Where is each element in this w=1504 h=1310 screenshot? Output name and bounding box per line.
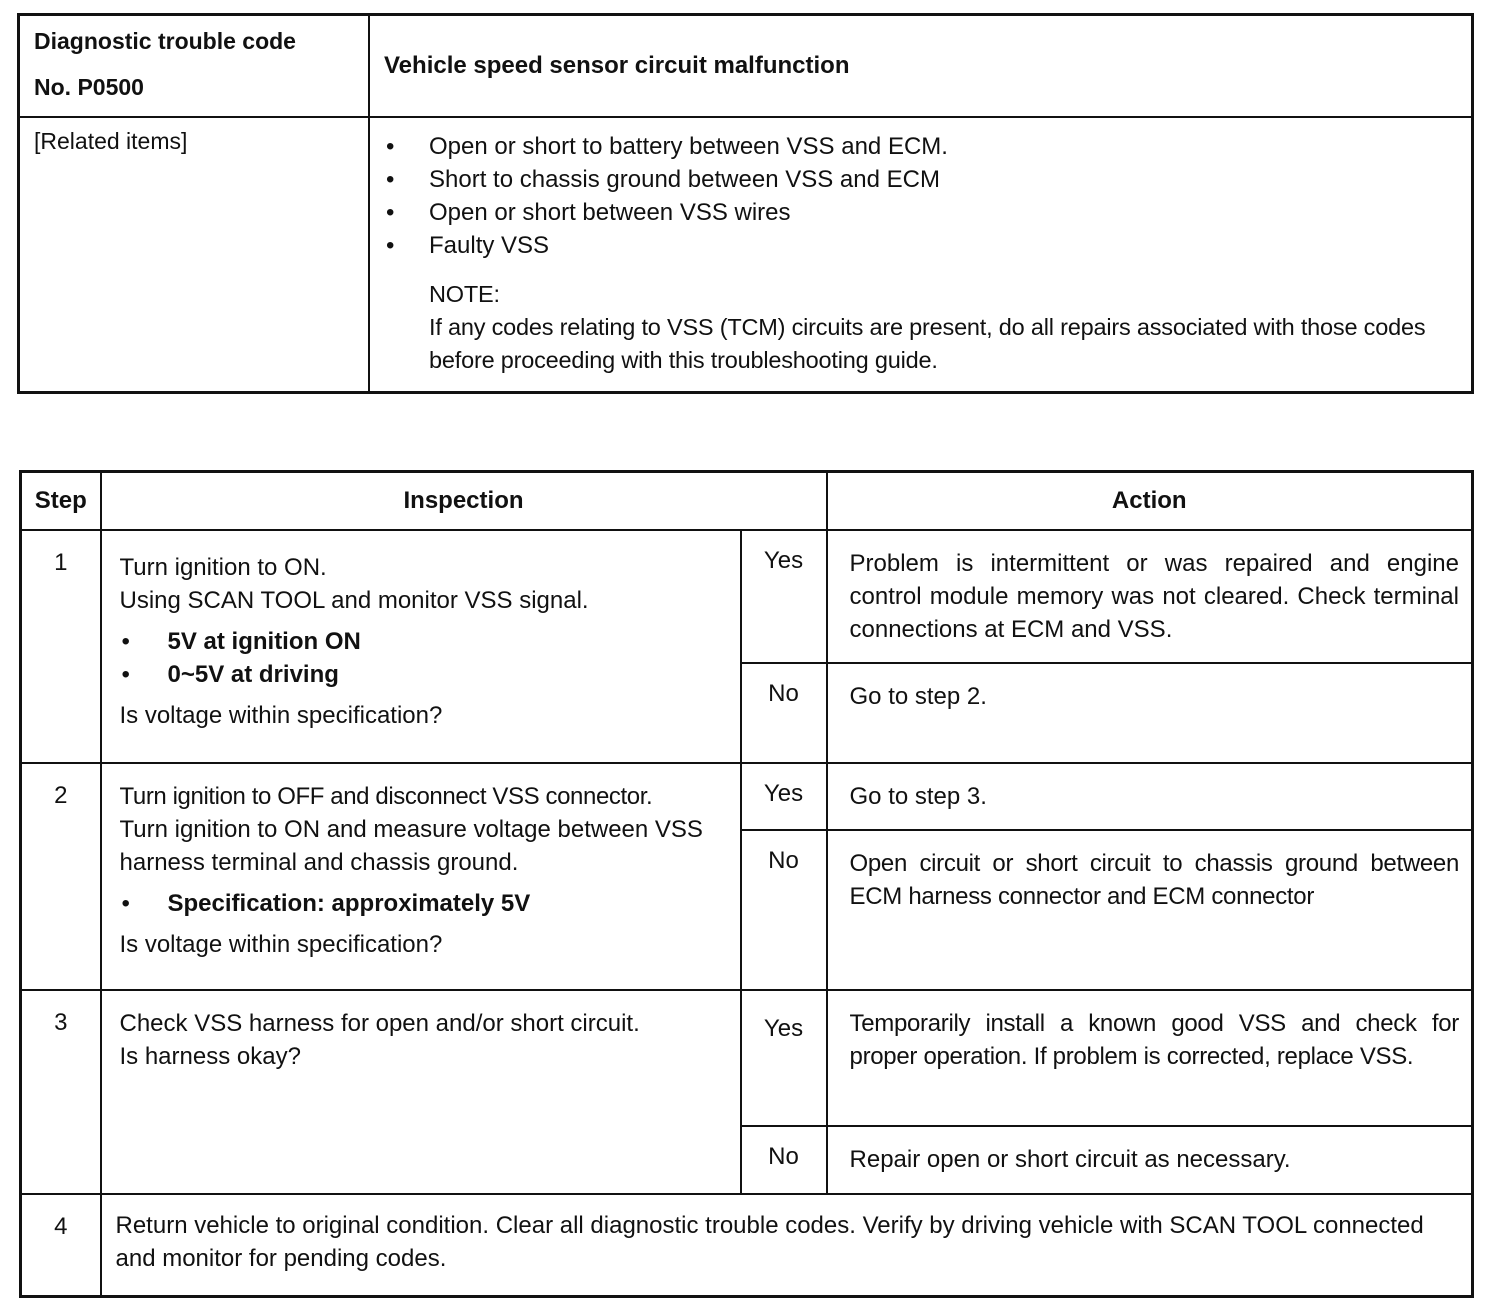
no-action: Open circuit or short circuit to chassis ground between ECM harness connector and ECM connector (827, 830, 1473, 990)
note-text: If any codes relating to VSS (TCM) circuits are present, do all repairs associated with those codes before proceeding with this troubleshooting guide. (429, 314, 1426, 373)
no-label: No (741, 663, 827, 763)
no-label: No (741, 830, 827, 990)
related-items-cell (369, 117, 1473, 393)
related-items-list (384, 130, 1457, 262)
related-item: • Faulty VSS (384, 229, 1457, 262)
yes-label: Yes (741, 763, 827, 830)
step-1-inspection (101, 530, 741, 763)
yes-action: Temporarily install a known good VSS and check for proper operation. If problem is corrected, replace VSS. (827, 990, 1473, 1126)
no-label: No (741, 1126, 827, 1194)
table-header-row (21, 472, 1473, 531)
dtc-title: Vehicle speed sensor circuit malfunction (369, 15, 1473, 118)
inspection-line: Turn ignition to ON. (119, 554, 327, 581)
step-number: 2 (21, 763, 101, 990)
related-item: • Short to chassis ground between VSS and ECM (384, 163, 1457, 196)
spec-item: • Specification: approximately 5V (120, 887, 724, 920)
yes-action: Go to step 3. (827, 763, 1473, 830)
step-1-yes-row (21, 530, 1473, 663)
dtc-header-row (19, 15, 1473, 118)
step-2-yes-row (21, 763, 1473, 830)
spec-item: • 0~5V at driving (120, 658, 724, 691)
dtc-info-table (17, 13, 1474, 394)
step-number: 3 (21, 990, 101, 1194)
step-3-yes-row (21, 990, 1473, 1126)
header-action: Action (827, 472, 1473, 531)
step-2-inspection (101, 763, 741, 990)
related-items-label: [Related items] (19, 117, 370, 393)
header-inspection: Inspection (101, 472, 827, 531)
step-4-row (21, 1194, 1473, 1297)
inspection-line: Check VSS harness for open and/or short circuit. (119, 1010, 640, 1037)
spec-list (120, 887, 724, 920)
header-step: Step (21, 472, 101, 531)
note-block (429, 278, 1457, 377)
troubleshooting-steps-table (19, 470, 1474, 1298)
spec-list (120, 625, 724, 691)
yes-label: Yes (741, 530, 827, 663)
inspection-question: Is voltage within specification? (119, 702, 443, 729)
inspection-question: Is voltage within specification? (119, 931, 443, 958)
no-action: Repair open or short circuit as necessary. (827, 1126, 1473, 1194)
inspection-line: Is harness okay? (119, 1043, 301, 1070)
note-label: NOTE: (429, 281, 500, 307)
dtc-label: Diagnostic trouble code (34, 28, 296, 54)
related-items-row (19, 117, 1473, 393)
no-action: Go to step 2. (827, 663, 1473, 763)
dtc-number: No. P0500 (34, 74, 144, 100)
inspection-line: Using SCAN TOOL and monitor VSS signal. (119, 587, 589, 614)
related-item: • Open or short between VSS wires (384, 196, 1457, 229)
step-4-text: Return vehicle to original condition. Clear all diagnostic trouble codes. Verify by driving vehicle with SCAN TOOL connected and monitor for pending codes. (101, 1194, 1473, 1297)
step-number: 4 (21, 1194, 101, 1297)
yes-action: Problem is intermittent or was repaired and engine control module memory was not cleared. Check terminal connections at ECM and VSS. (827, 530, 1473, 663)
inspection-line: Turn ignition to ON and measure voltage between VSS harness terminal and chassis ground. (119, 816, 703, 876)
step-3-inspection (101, 990, 741, 1194)
yes-label: Yes (741, 990, 827, 1126)
step-number: 1 (21, 530, 101, 763)
related-item: • Open or short to battery between VSS and ECM. (384, 130, 1457, 163)
inspection-line: Turn ignition to OFF and disconnect VSS connector. (119, 783, 653, 810)
dtc-code-cell (19, 15, 370, 118)
spec-item: • 5V at ignition ON (120, 625, 724, 658)
